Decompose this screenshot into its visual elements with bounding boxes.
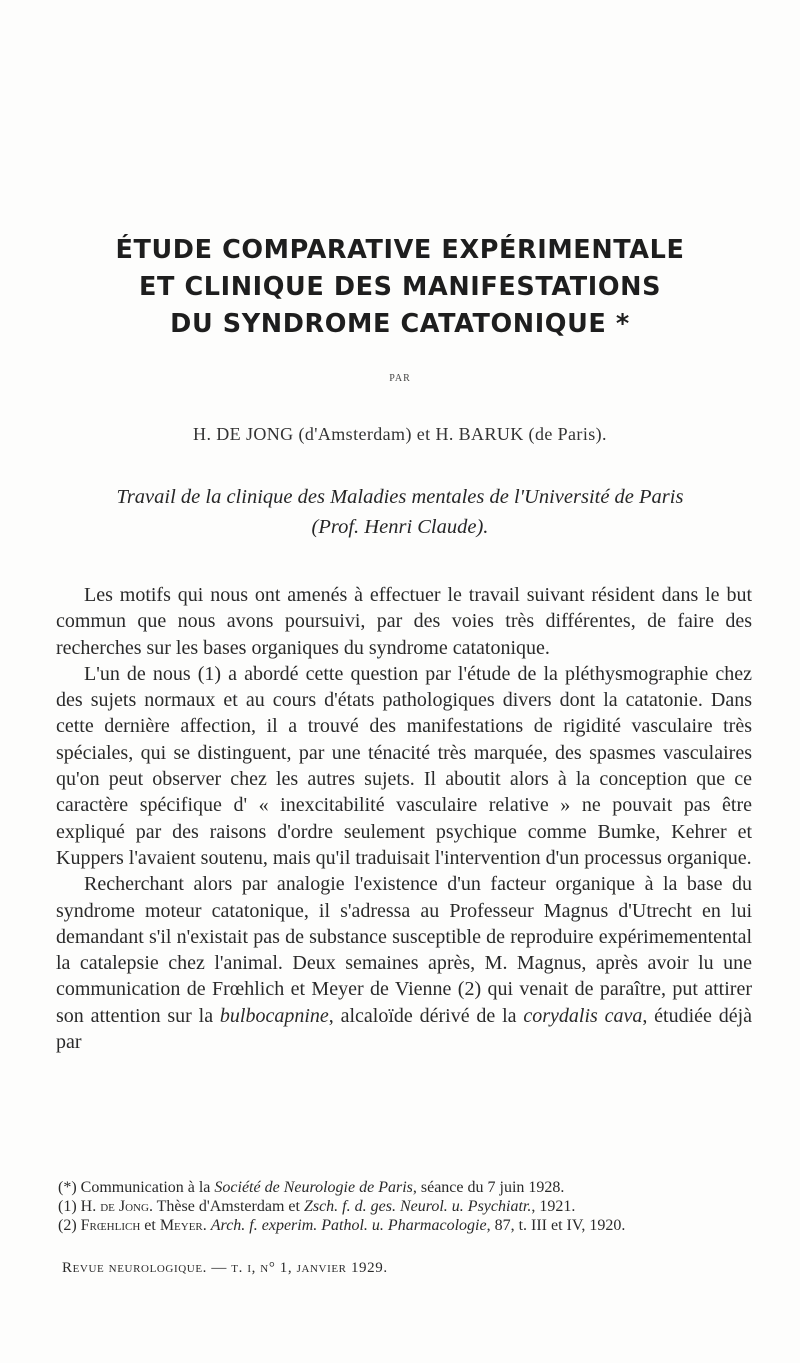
journal-footer: Revue neurologique. — t. i, n° 1, janvier 1929. [62, 1260, 388, 1276]
footnotes [58, 1178, 754, 1235]
byline-par: PAR [389, 373, 411, 384]
title-line-2: ET CLINIQUE DES MANIFESTATIONS [138, 272, 662, 302]
footnote-2-journal: Arch. f. experim. Pathol. u. Pharmacologie [210, 1217, 487, 1234]
affiliation [40, 482, 760, 542]
paragraph-3-part-e: , étudiée déjà par [56, 1004, 753, 1054]
authors-line: H. DE JONG (d'Amsterdam) et H. BARUK (de Paris). [193, 424, 607, 444]
article-title [40, 232, 760, 343]
affiliation-line-1: Travail de la clinique des Maladies mentales de l'Université de Paris [116, 486, 684, 508]
footnote-1-year: , 1921. [531, 1198, 576, 1215]
footnote-star-mark: (*) [58, 1179, 77, 1196]
footnote-1-mark: (1) [58, 1198, 77, 1215]
paragraph-2: L'un de nous (1) a abordé cette question par l'étude de la pléthysmographie chez des sujets normaux et au cours d'états pathologiques divers dont la catatonie. Dans cette dernière affection, il a trouvé des manifestations de rigidité vasculaire très spéciales, qui se distinguent, par une ténacité très marquée, des spasmes vasculaires qu'on peut observer chez les autres sujets. Il aboutit alors à la conception que ce caractère spécifique d' « inexcitabilité vasculaire relative » ne pouvait pas être expliqué par des raisons d'ordre seulement psychique comme Bumke, Kehrer et Kuppers l'avaient soutenu, mais qu'il traduisait l'intervention d'un processus organique. [56, 662, 752, 869]
paragraph-1: Les motifs qui nous ont amenés à effectuer le travail suivant résident dans le but commun que nous avons poursuivi, par des voies très différentes, de faire des recherches sur les bases organiques du syndrome catatonique. [56, 584, 752, 659]
footnote-1-text-b: . Thèse d'Amsterdam et [148, 1198, 300, 1215]
paragraph-3-corydalis: corydalis cava [523, 1004, 643, 1027]
title-line-3: DU SYNDROME CATATONIQUE * [170, 309, 630, 339]
title-line-1: ÉTUDE COMPARATIVE EXPÉRIMENTALE [115, 235, 685, 265]
footnote-1-journal: Zsch. f. d. ges. Neurol. u. Psychiatr. [303, 1198, 532, 1215]
footnote-2 [58, 1216, 754, 1235]
footnote-2-and: et [144, 1217, 156, 1234]
footnote-2-mark: (2) [58, 1217, 77, 1234]
footnote-2-author-1: Frœhlich [80, 1217, 141, 1234]
paragraph-3 [56, 871, 752, 1055]
footnote-star-society: Société de Neurologie de Paris [214, 1179, 413, 1196]
footnote-2-author-2: Meyer [159, 1217, 203, 1234]
footnote-1 [58, 1197, 754, 1216]
footnote-star-text-c: , séance du 7 juin 1928. [412, 1179, 565, 1196]
paragraph-3-part-a: Recherchant alors par analogie l'existence d'un facteur organique à la base du syndrome moteur catatonique, il s'adressa au Professeur Magnus d'Utrecht en lui demandant s'il n'existait pas de substance susceptible de reproduire expérimementental la catalepsie chez l'animal. Deux semaines après, M. Magnus, après avoir lu une communication de Frœhlich et Meyer de Vienne (2) qui venait de paraître, put attirer son attention sur la [56, 873, 752, 1027]
affiliation-line-2: (Prof. Henri Claude). [311, 516, 489, 538]
body-text [56, 582, 752, 1055]
paragraph-3-part-c: , alcaloïde dérivé de la [328, 1004, 517, 1027]
footnote-1-author: H. de Jong [80, 1198, 149, 1215]
footnote-2-period: . [202, 1217, 207, 1234]
footnote-star-text-a: Communication à la [80, 1179, 211, 1196]
paragraph-3-bulbocapnine: bulbocapnine [219, 1004, 329, 1027]
footnote-star [58, 1178, 754, 1197]
footnote-2-volume: , 87, t. III et IV, 1920. [486, 1217, 626, 1234]
